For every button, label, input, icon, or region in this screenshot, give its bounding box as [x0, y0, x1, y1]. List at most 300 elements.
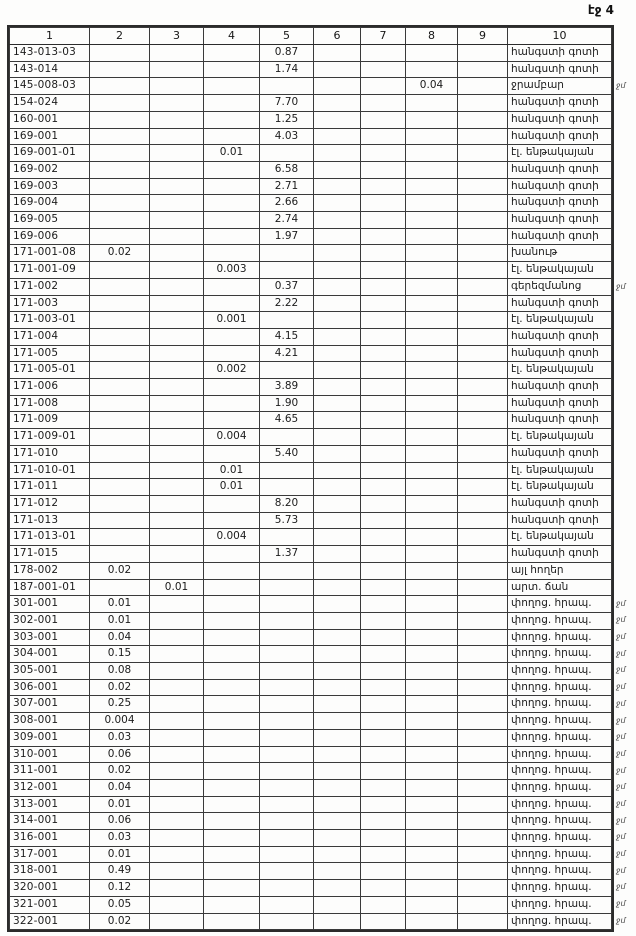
value-cell-col7	[361, 696, 406, 713]
land-use-cell: փողոց. հրապ.	[508, 880, 612, 897]
value-cell-col8	[406, 813, 458, 830]
value-cell-col5: 1.74	[260, 61, 314, 78]
value-cell-col6	[314, 713, 361, 730]
margin-note: ջմ	[616, 732, 626, 742]
table-row	[10, 663, 612, 680]
value-cell-col2: 0.04	[90, 629, 150, 646]
parcel-code-cell: 169-005	[10, 212, 90, 229]
value-cell-col2: 0.15	[90, 646, 150, 663]
value-cell-col4	[204, 161, 260, 178]
parcel-code-cell: 307-001	[10, 696, 90, 713]
header-row	[10, 28, 612, 45]
value-cell-col7	[361, 729, 406, 746]
value-cell-col8	[406, 612, 458, 629]
value-cell-col4: 0.003	[204, 262, 260, 279]
value-cell-col5	[260, 863, 314, 880]
table-row	[10, 880, 612, 897]
value-cell-col3	[150, 546, 204, 563]
margin-note: ջմ	[616, 281, 626, 291]
value-cell-col3	[150, 479, 204, 496]
value-cell-col6	[314, 562, 361, 579]
value-cell-col7	[361, 495, 406, 512]
value-cell-col3	[150, 529, 204, 546]
value-cell-col5	[260, 262, 314, 279]
value-cell-col4	[204, 495, 260, 512]
value-cell-col3	[150, 262, 204, 279]
parcel-code-cell: 169-001	[10, 128, 90, 145]
land-use-cell: փողոց. հրապ.	[508, 729, 612, 746]
parcel-code-cell: 171-009-01	[10, 429, 90, 446]
value-cell-col9	[458, 412, 508, 429]
table-row	[10, 562, 612, 579]
value-cell-col4	[204, 278, 260, 295]
value-cell-col8	[406, 729, 458, 746]
value-cell-col9	[458, 846, 508, 863]
value-cell-col4	[204, 830, 260, 847]
land-use-cell: փողոց. հրապ.	[508, 713, 612, 730]
parcel-code-cell: 171-004	[10, 328, 90, 345]
value-cell-col3	[150, 345, 204, 362]
value-cell-col2	[90, 412, 150, 429]
value-cell-col6	[314, 896, 361, 913]
land-use-cell: փողոց. հրապ.	[508, 830, 612, 847]
land-use-cell: փողոց. հրապ.	[508, 746, 612, 763]
column-header: 3	[150, 28, 204, 45]
value-cell-col5	[260, 362, 314, 379]
value-cell-col6	[314, 796, 361, 813]
parcel-code-cell: 171-012	[10, 495, 90, 512]
value-cell-col3	[150, 161, 204, 178]
value-cell-col5: 6.58	[260, 161, 314, 178]
value-cell-col7	[361, 462, 406, 479]
value-cell-col9	[458, 495, 508, 512]
value-cell-col3	[150, 713, 204, 730]
value-cell-col4	[204, 596, 260, 613]
margin-note	[616, 162, 636, 179]
table-row	[10, 629, 612, 646]
margin-note: ջմ	[616, 798, 626, 808]
column-header: 5	[260, 28, 314, 45]
value-cell-col9	[458, 445, 508, 462]
value-cell-col9	[458, 863, 508, 880]
value-cell-col7	[361, 95, 406, 112]
table-row	[10, 529, 612, 546]
margin-note	[616, 529, 636, 546]
value-cell-col8	[406, 445, 458, 462]
margin-note	[616, 128, 636, 145]
value-cell-col9	[458, 663, 508, 680]
value-cell-col6	[314, 612, 361, 629]
value-cell-col8	[406, 395, 458, 412]
value-cell-col4	[204, 646, 260, 663]
value-cell-col5	[260, 763, 314, 780]
value-cell-col4	[204, 696, 260, 713]
parcel-code-cell: 171-009	[10, 412, 90, 429]
parcel-code-cell: 171-001-09	[10, 262, 90, 279]
value-cell-col8	[406, 45, 458, 62]
value-cell-col7	[361, 61, 406, 78]
land-use-cell: փողոց. հրապ.	[508, 896, 612, 913]
value-cell-col5	[260, 145, 314, 162]
value-cell-col5: 8.20	[260, 495, 314, 512]
table-row	[10, 145, 612, 162]
value-cell-col2	[90, 161, 150, 178]
value-cell-col5	[260, 796, 314, 813]
value-cell-col4: 0.01	[204, 479, 260, 496]
value-cell-col3	[150, 462, 204, 479]
table-row	[10, 161, 612, 178]
table-row	[10, 212, 612, 229]
table-row	[10, 362, 612, 379]
column-header: 4	[204, 28, 260, 45]
value-cell-col8	[406, 245, 458, 262]
value-cell-col9	[458, 729, 508, 746]
value-cell-col2: 0.03	[90, 830, 150, 847]
value-cell-col5	[260, 813, 314, 830]
value-cell-col4	[204, 813, 260, 830]
value-cell-col4	[204, 212, 260, 229]
value-cell-col7	[361, 395, 406, 412]
table-row	[10, 696, 612, 713]
value-cell-col2	[90, 145, 150, 162]
value-cell-col4	[204, 796, 260, 813]
value-cell-col6	[314, 45, 361, 62]
value-cell-col7	[361, 445, 406, 462]
land-use-cell: էլ. ենթակայան	[508, 262, 612, 279]
value-cell-col3	[150, 395, 204, 412]
value-cell-col4	[204, 45, 260, 62]
value-cell-col5: 3.89	[260, 379, 314, 396]
value-cell-col8	[406, 846, 458, 863]
value-cell-col9	[458, 830, 508, 847]
margin-note	[616, 195, 636, 212]
value-cell-col6	[314, 913, 361, 930]
value-cell-col2	[90, 328, 150, 345]
value-cell-col2	[90, 379, 150, 396]
value-cell-col6	[314, 462, 361, 479]
value-cell-col2: 0.02	[90, 562, 150, 579]
value-cell-col7	[361, 813, 406, 830]
value-cell-col6	[314, 312, 361, 329]
value-cell-col8	[406, 529, 458, 546]
value-cell-col6	[314, 295, 361, 312]
parcel-code-cell: 320-001	[10, 880, 90, 897]
land-use-cell: փողոց. հրապ.	[508, 612, 612, 629]
value-cell-col5: 2.22	[260, 295, 314, 312]
table-row	[10, 495, 612, 512]
value-cell-col5	[260, 479, 314, 496]
value-cell-col3	[150, 178, 204, 195]
margin-note: ջմ	[616, 615, 626, 625]
value-cell-col9	[458, 312, 508, 329]
land-use-cell: հանգստի գոտի	[508, 546, 612, 563]
value-cell-col7	[361, 328, 406, 345]
value-cell-col9	[458, 61, 508, 78]
land-use-cell: հանգստի գոտի	[508, 212, 612, 229]
value-cell-col5	[260, 729, 314, 746]
value-cell-col6	[314, 445, 361, 462]
value-cell-col5: 7.70	[260, 95, 314, 112]
value-cell-col8	[406, 161, 458, 178]
table-row	[10, 245, 612, 262]
value-cell-col6	[314, 546, 361, 563]
value-cell-col9	[458, 161, 508, 178]
column-header: 8	[406, 28, 458, 45]
value-cell-col9	[458, 646, 508, 663]
value-cell-col5	[260, 696, 314, 713]
margin-note	[616, 496, 636, 513]
parcel-code-cell: 171-013-01	[10, 529, 90, 546]
land-use-cell: հանգստի գոտի	[508, 195, 612, 212]
value-cell-col6	[314, 529, 361, 546]
value-cell-col2: 0.25	[90, 696, 150, 713]
parcel-code-cell: 321-001	[10, 896, 90, 913]
value-cell-col4	[204, 913, 260, 930]
value-cell-col3	[150, 596, 204, 613]
margin-note	[616, 579, 636, 596]
value-cell-col8	[406, 328, 458, 345]
value-cell-col3	[150, 746, 204, 763]
value-cell-col3	[150, 328, 204, 345]
value-cell-col2	[90, 479, 150, 496]
land-use-cell: փողոց. հրապ.	[508, 796, 612, 813]
value-cell-col7	[361, 479, 406, 496]
value-cell-col7	[361, 212, 406, 229]
value-cell-col2: 0.02	[90, 245, 150, 262]
value-cell-col5	[260, 596, 314, 613]
table-row	[10, 429, 612, 446]
value-cell-col4	[204, 128, 260, 145]
table-row	[10, 228, 612, 245]
parcel-code-cell: 171-013	[10, 512, 90, 529]
value-cell-col7	[361, 896, 406, 913]
value-cell-col5	[260, 913, 314, 930]
value-cell-col7	[361, 663, 406, 680]
value-cell-col5	[260, 830, 314, 847]
value-cell-col3	[150, 512, 204, 529]
value-cell-col8	[406, 796, 458, 813]
parcel-code-cell: 314-001	[10, 813, 90, 830]
value-cell-col7	[361, 362, 406, 379]
value-cell-col9	[458, 45, 508, 62]
value-cell-col2	[90, 462, 150, 479]
margin-note	[616, 45, 636, 62]
value-cell-col4	[204, 713, 260, 730]
margin-note: ջմ	[616, 832, 626, 842]
value-cell-col4	[204, 61, 260, 78]
value-cell-col9	[458, 813, 508, 830]
land-use-cell: էլ. ենթակայան	[508, 362, 612, 379]
value-cell-col8	[406, 546, 458, 563]
table-row	[10, 713, 612, 730]
parcel-code-cell: 311-001	[10, 763, 90, 780]
value-cell-col7	[361, 846, 406, 863]
parcel-code-cell: 143-013-03	[10, 45, 90, 62]
parcel-code-cell: 169-003	[10, 178, 90, 195]
value-cell-col7	[361, 195, 406, 212]
value-cell-col5	[260, 846, 314, 863]
cadastral-table	[9, 27, 612, 930]
value-cell-col9	[458, 896, 508, 913]
value-cell-col8	[406, 195, 458, 212]
value-cell-col4	[204, 679, 260, 696]
parcel-code-cell: 171-003	[10, 295, 90, 312]
value-cell-col8	[406, 295, 458, 312]
value-cell-col2: 0.01	[90, 612, 150, 629]
value-cell-col7	[361, 579, 406, 596]
value-cell-col3	[150, 646, 204, 663]
value-cell-col3	[150, 913, 204, 930]
table-row	[10, 278, 612, 295]
value-cell-col4	[204, 562, 260, 579]
land-use-cell: փողոց. հրապ.	[508, 863, 612, 880]
value-cell-col3	[150, 629, 204, 646]
value-cell-col2: 0.06	[90, 813, 150, 830]
value-cell-col6	[314, 846, 361, 863]
value-cell-col3	[150, 412, 204, 429]
margin-note	[616, 429, 636, 446]
value-cell-col6	[314, 212, 361, 229]
land-use-cell: հանգստի գոտի	[508, 495, 612, 512]
value-cell-col5	[260, 78, 314, 95]
value-cell-col7	[361, 161, 406, 178]
value-cell-col2	[90, 78, 150, 95]
land-use-cell: էլ. ենթակայան	[508, 145, 612, 162]
value-cell-col3	[150, 379, 204, 396]
value-cell-col6	[314, 379, 361, 396]
value-cell-col9	[458, 228, 508, 245]
value-cell-col9	[458, 913, 508, 930]
value-cell-col9	[458, 562, 508, 579]
value-cell-col5	[260, 679, 314, 696]
table-row	[10, 345, 612, 362]
table-row	[10, 913, 612, 930]
value-cell-col8	[406, 345, 458, 362]
value-cell-col7	[361, 278, 406, 295]
value-cell-col7	[361, 779, 406, 796]
value-cell-col6	[314, 262, 361, 279]
parcel-code-cell: 309-001	[10, 729, 90, 746]
parcel-code-cell: 303-001	[10, 629, 90, 646]
value-cell-col3	[150, 813, 204, 830]
value-cell-col7	[361, 913, 406, 930]
value-cell-col7	[361, 111, 406, 128]
value-cell-col5: 2.71	[260, 178, 314, 195]
value-cell-col4	[204, 178, 260, 195]
margin-note	[616, 245, 636, 262]
land-use-cell: էլ. ենթակայան	[508, 479, 612, 496]
value-cell-col6	[314, 813, 361, 830]
parcel-code-cell: 187-001-01	[10, 579, 90, 596]
land-use-cell: այլ հողեր	[508, 562, 612, 579]
value-cell-col7	[361, 646, 406, 663]
value-cell-col6	[314, 512, 361, 529]
parcel-code-cell: 301-001	[10, 596, 90, 613]
value-cell-col6	[314, 345, 361, 362]
value-cell-col5	[260, 462, 314, 479]
value-cell-col7	[361, 546, 406, 563]
value-cell-col8: 0.04	[406, 78, 458, 95]
value-cell-col9	[458, 95, 508, 112]
parcel-code-cell: 171-006	[10, 379, 90, 396]
value-cell-col2	[90, 95, 150, 112]
value-cell-col8	[406, 663, 458, 680]
value-cell-col6	[314, 278, 361, 295]
parcel-code-cell: 178-002	[10, 562, 90, 579]
parcel-code-cell: 171-011	[10, 479, 90, 496]
value-cell-col8	[406, 629, 458, 646]
value-cell-col9	[458, 379, 508, 396]
land-use-cell: հանգստի գոտի	[508, 328, 612, 345]
value-cell-col7	[361, 45, 406, 62]
margin-note: ջմ	[616, 648, 626, 658]
value-cell-col6	[314, 412, 361, 429]
value-cell-col9	[458, 362, 508, 379]
value-cell-col9	[458, 429, 508, 446]
value-cell-col4	[204, 880, 260, 897]
value-cell-col5: 5.73	[260, 512, 314, 529]
parcel-code-cell: 317-001	[10, 846, 90, 863]
value-cell-col4	[204, 395, 260, 412]
value-cell-col5: 1.25	[260, 111, 314, 128]
value-cell-col3	[150, 429, 204, 446]
land-use-cell: փողոց. հրապ.	[508, 696, 612, 713]
margin-note: ջմ	[616, 899, 626, 909]
margin-note	[616, 546, 636, 563]
land-use-cell: խանութ	[508, 245, 612, 262]
value-cell-col8	[406, 913, 458, 930]
value-cell-col9	[458, 713, 508, 730]
parcel-code-cell: 305-001	[10, 663, 90, 680]
value-cell-col2	[90, 546, 150, 563]
column-header: 10	[508, 28, 612, 45]
value-cell-col2	[90, 228, 150, 245]
value-cell-col9	[458, 579, 508, 596]
table-row	[10, 479, 612, 496]
value-cell-col4	[204, 195, 260, 212]
value-cell-col6	[314, 362, 361, 379]
margin-note	[616, 345, 636, 362]
table-body	[10, 45, 612, 930]
value-cell-col8	[406, 362, 458, 379]
land-use-cell: փողոց. հրապ.	[508, 596, 612, 613]
value-cell-col7	[361, 880, 406, 897]
value-cell-col4	[204, 379, 260, 396]
value-cell-col8	[406, 228, 458, 245]
margin-note	[616, 329, 636, 346]
value-cell-col6	[314, 395, 361, 412]
land-use-cell: հանգստի գոտի	[508, 45, 612, 62]
value-cell-col9	[458, 746, 508, 763]
value-cell-col2: 0.01	[90, 596, 150, 613]
value-cell-col3	[150, 779, 204, 796]
value-cell-col6	[314, 495, 361, 512]
value-cell-col5	[260, 562, 314, 579]
value-cell-col2	[90, 312, 150, 329]
land-use-cell: փողոց. հրապ.	[508, 813, 612, 830]
value-cell-col5: 1.90	[260, 395, 314, 412]
land-use-cell: փողոց. հրապ.	[508, 629, 612, 646]
value-cell-col9	[458, 546, 508, 563]
value-cell-col3	[150, 896, 204, 913]
value-cell-col8	[406, 746, 458, 763]
value-cell-col9	[458, 128, 508, 145]
value-cell-col6	[314, 61, 361, 78]
value-cell-col6	[314, 228, 361, 245]
value-cell-col2: 0.04	[90, 779, 150, 796]
value-cell-col8	[406, 596, 458, 613]
value-cell-col9	[458, 345, 508, 362]
